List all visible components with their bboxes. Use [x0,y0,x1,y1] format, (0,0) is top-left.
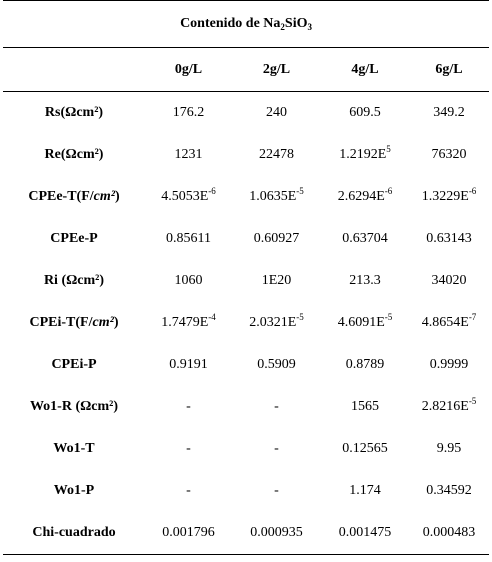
cell-exponent: -6 [468,186,477,196]
row-label [3,176,145,218]
cell-value: 0.001796 [162,525,215,540]
cell-value: 1060 [174,273,203,288]
cell-value: 4.8654E [421,315,469,330]
table-cell [232,302,321,344]
table-cell [409,386,489,428]
row-label [3,386,145,428]
title-mid: SiO [284,16,308,31]
row-label-text: CPEe-P [50,231,98,246]
row-label-text: Rs(Ωcm²) [44,105,104,120]
header-row [3,48,489,92]
cell-value: 0.85611 [166,231,211,246]
title-subscript-2: 3 [307,22,312,32]
row-label [3,302,145,344]
cell-value: - [186,441,191,456]
column-header: 4g/L [321,48,409,92]
cell-value: 2.8216E [421,399,469,414]
row-label [3,344,145,386]
table-cell [409,344,489,386]
row-label-unit: cm² [92,315,114,330]
row-label-unit: cm² [93,189,115,204]
table-row [3,260,489,302]
cell-value: 1.0635E [249,189,297,204]
row-label-end: ) [113,315,119,330]
row-label [3,428,145,470]
table-cell [145,92,232,135]
cell-value: 2.6294E [337,189,385,204]
row-label-text: Wo1-P [53,483,95,498]
cell-value: 34020 [431,273,467,288]
table-cell [409,260,489,302]
cell-exponent: 5 [386,144,391,154]
table-row [3,344,489,386]
data-table [3,0,489,555]
row-label-text: Wo1-R (Ωcm²) [29,399,119,414]
cell-value: 0.000935 [250,525,303,540]
table-row [3,218,489,260]
cell-exponent: -5 [296,186,304,196]
table-cell [321,218,409,260]
row-label-text: Re(Ωcm²) [44,147,104,162]
table-cell [321,344,409,386]
row-label-text: Chi-cuadrado [32,525,116,540]
cell-value: 1.7479E [161,315,209,330]
cell-value: 0.5909 [257,357,296,372]
cell-value: 0.63704 [342,231,388,246]
column-header: 0g/L [145,48,232,92]
cell-value: 0.60927 [253,231,300,246]
table-row [3,386,489,428]
title-row [3,1,489,48]
cell-value: - [274,483,279,498]
table-cell [232,512,321,555]
column-header: 6g/L [409,48,489,92]
column-header: 2g/L [232,48,321,92]
cell-exponent: -6 [384,186,393,196]
table-cell [321,470,409,512]
cell-value: 1231 [174,147,203,162]
table-cell [321,92,409,135]
row-label-text: Ri (Ωcm²) [43,273,105,288]
table-cell [145,470,232,512]
table-cell [232,92,321,135]
row-label-text: CPEi-T(F/ [29,315,93,330]
cell-value: 4.5053E [161,189,209,204]
cell-value: 0.63143 [426,231,472,246]
table-cell [232,386,321,428]
row-label [3,470,145,512]
row-label [3,260,145,302]
cell-value: 0.9191 [169,357,208,372]
cell-value: - [186,483,191,498]
table-cell [321,302,409,344]
table-row [3,470,489,512]
cell-exponent: -7 [468,312,477,322]
cell-value: 22478 [259,147,294,162]
cell-exponent: -4 [208,312,216,322]
cell-value: 0.12565 [342,441,388,456]
table-cell [232,260,321,302]
table-cell [321,428,409,470]
cell-value: 609.5 [349,105,381,120]
cell-value: - [274,399,279,414]
table-cell [409,428,489,470]
table-cell [409,92,489,135]
cell-value: 213.3 [349,273,381,288]
cell-exponent: -5 [384,312,393,322]
cell-exponent: -6 [208,186,216,196]
title-subscript-1: 2 [280,22,285,32]
cell-value: 1.174 [349,483,381,498]
table-cell [232,344,321,386]
cell-value: 0.000483 [422,525,476,540]
table-cell [321,386,409,428]
cell-value: 2.0321E [249,315,297,330]
cell-value: 9.95 [436,441,462,456]
cell-value: 1.2192E [339,147,387,162]
table-cell [321,512,409,555]
table-title [3,1,489,48]
table-cell [409,302,489,344]
cell-value: 0.9999 [429,357,469,372]
table-cell [321,260,409,302]
table-cell [409,176,489,218]
table-cell [145,218,232,260]
row-label [3,134,145,176]
table-row [3,428,489,470]
cell-value: 4.6091E [337,315,385,330]
table-cell [145,302,232,344]
table-cell [145,386,232,428]
row-label-text: CPEi-P [51,357,97,372]
table-cell [232,470,321,512]
table-cell [409,512,489,555]
cell-value: 176.2 [172,105,205,120]
table-cell [232,176,321,218]
table-row [3,176,489,218]
cell-value: 0.001475 [338,525,392,540]
table-cell [232,428,321,470]
header-empty [3,48,145,92]
table-row [3,134,489,176]
cell-value: 1565 [351,399,379,414]
cell-value: 349.2 [433,105,465,120]
table-cell [145,134,232,176]
table-cell [321,134,409,176]
cell-value: - [274,441,279,456]
cell-value: 1E20 [261,273,292,288]
title-prefix: Contenido de Na [180,16,281,31]
table-cell [145,260,232,302]
cell-exponent: -5 [296,312,304,322]
table-cell [232,218,321,260]
table-row [3,302,489,344]
table-row [3,92,489,135]
cell-value: 76320 [431,147,467,162]
table-cell [145,176,232,218]
row-label-end: ) [114,189,120,204]
row-label [3,218,145,260]
row-label [3,512,145,555]
cell-value: 0.34592 [426,483,472,498]
cell-value: 0.8789 [345,357,385,372]
table-cell [145,428,232,470]
table-body [3,92,489,555]
cell-value: - [186,399,191,414]
table-row [3,512,489,555]
cell-value: 1.3229E [421,189,469,204]
table-cell [232,134,321,176]
table-cell [145,344,232,386]
table-cell [145,512,232,555]
row-label-text: Wo1-T [53,441,95,456]
cell-exponent: -5 [468,396,477,406]
cell-value: 240 [266,105,287,120]
table-cell [321,176,409,218]
row-label-text: CPEe-T(F/ [28,189,94,204]
row-label [3,92,145,135]
table-cell [409,218,489,260]
table-cell [409,134,489,176]
table-cell [409,470,489,512]
